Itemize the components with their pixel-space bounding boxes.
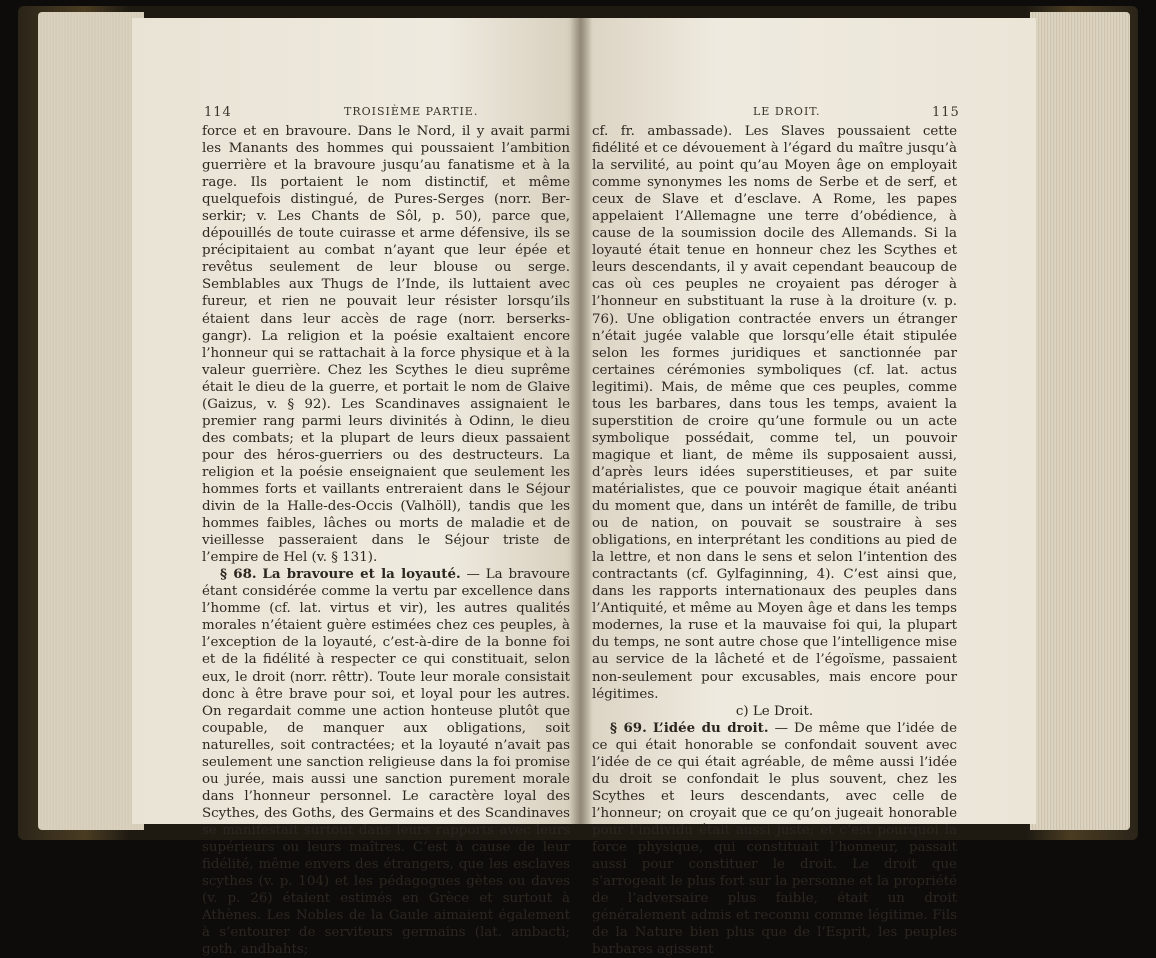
left-running-title: TROISIÈME PARTIE.: [344, 105, 479, 118]
left-page: [132, 18, 580, 958]
right-page-number: 115: [932, 105, 960, 120]
subsection-heading: c) Le Droit.: [735, 703, 814, 719]
page-edges-left: [38, 12, 144, 830]
left-paragraph-1: force et en bravoure. Dans le Nord, il y avait parmi les Manants des hommes qui poussaient l’ambition guerrière et la bravoure jusqu’au fanatisme et à la rage. Ils portaient le nom distinctif, et même quelquefois distingué, de Pures-Serges (norr. Ber-serkir; v. Les Chants de Sôl, p. 50), parce que, dépouillés de toute cuirasse et arme défensive, ils se précipitaient au combat n’ayant que leur épée et revêtus seulement de leur blouse ou serge. Semblables aux Thugs de l’Inde, ils luttaient avec fureur, et rien ne pouvait leur résister lorsqu’ils étaient dans leur accès de rage (norr. berserks-gangr). La religion et la poésie exaltaient encore l’honneur qui se rattachait à la force physique et à la valeur guerrière. Chez les Scythes le dieu suprême était le dieu de la guerre, et portait le nom de Glaive (Gaizus, v. § 92). Les Scandinaves assignaient le premier rang parmi leurs divinités à Odinn, le dieu des combats; et la plupart de leurs dieux passaient pour des héros-guerriers ou des destructeurs. La religion et la poésie enseignaient que seulement les hommes forts et vaillants entreraient dans le Séjour divin de la Halle-des-Occis (Valhöll), tandis que les hommes faibles, lâches ou morts de maladie et de vieillesse passeraient dans le Séjour triste de l’empire de Hel (v. § 131).: [202, 124, 570, 566]
page-edges-right: [1030, 12, 1130, 830]
section-69-title: L’idée du droit.: [652, 719, 769, 736]
section-68-number: § 68.: [220, 566, 257, 583]
section-68: [202, 566, 570, 958]
right-paragraph-1: cf. fr. ambassade). Les Slaves poussaient cette fidélité et ce dévouement à l’égard du maître jusqu’à la servilité, au point qu’au Moyen âge on employait comme synonymes les noms de Serbe et de serf, et ceux de Slave et d’esclave. A Rome, les papes appelaient l’Allemagne une terre d’obédience, à cause de la soumission docile des Allemands. Si la loyauté était tenue en honneur chez les Scythes et leurs descendants, il y avait cependant beaucoup de cas où ces peuples ne croyaient pas déroger à l’honneur en substituant la ruse à la droiture (v. p. 76). Une obligation contractée envers un étranger n’était jugée valable que lorsqu’elle était stipulée selon les formes juridiques et sanctionnée par certaines cérémonies symboliques (cf. lat. actus legitimi). Mais, de même que ces peuples, comme tous les barbares, dans tous les temps, avaient la superstition de croire qu’une formule ou un acte symbolique possédait, comme tel, un pouvoir magique et liant, de même ils supposaient aussi, d’après leurs idées superstitieuses, et par suite matérialistes, que ce pouvoir magique était anéanti du moment que, dans un intérêt de famille, de tribu ou de nation, on pouvait se soustraire à ses obligations, en interprétant les conditions au pied de la lettre, et non dans le sens et selon l’intention des contractants (cf. Gylfaginning, 4). C’est ainsi que, dans les rapports internationaux des peuples dans l’Antiquité, et même au Moyen âge et dans les temps modernes, la ruse et la mauvaise foi qui, la plupart du temps, ne sont autre chose que l’intelligence mise au service de la lâcheté et de l’égoïsme, passaient non-seulement pour excusables, mais encore pour légitimes.: [592, 124, 957, 702]
right-running-title: LE DROIT.: [753, 105, 821, 118]
section-69-body: — De même que l’idée de ce qui était honorable se confondait souvent avec l’idée de ce qui était agréable, de même aussi l’idée du droit se confondait le plus souvent, chez les Scythes et leurs descendants, avec celle de l’honneur; on croyait que ce qu’on jugeait honorable pour l’individu était aussi juste; et c’est pourquoi la force physique, qui constituait l’honneur, passait aussi pour constituer le droit. Le droit que s’arrogeait le plus fort sur la personne et la propriété de l’adversaire plus faible, était un droit généralement admis et reconnu comme légitime. Fils de la Nature bien plus que de l’Esprit, les peuples barbares agissent: [592, 720, 958, 958]
right-page-text: [592, 123, 957, 958]
section-68-body: — La bravoure étant considérée comme la vertu par excellence dans l’homme (cf. lat. virtus et vir), les autres qualités morales n’étaient guère estimées chez ces peuples, à l’exception de la loyauté, c’est-à-dire de la bonne foi et de la fidélité à respecter ce qui constituait, selon eux, le droit (norr. rêttr). Toute leur morale consistait donc à être brave pour soi, et loyal pour les autres. On regardait comme une action honteuse plutôt que coupable, de manquer aux obligations, soit naturelles, soit contractées; et la loyauté n’avait pas seulement une sanction religieuse dans la foi promise ou jurée, mais aussi une sanction purement morale dans l’honneur personnel. Le caractère loyal des Scythes, des Goths, des Germains et des Scandinaves se manifestait surtout dans leurs rapports avec leurs supérieurs ou leurs maîtres. C’est à cause de leur fidélité, même envers des étrangers, que les esclaves scythes (v. p. 104) et les pédagogues gètes ou daves (v. p. 26) étaient estimés en Grèce et surtout à Athènes. Les Nobles de la Gaule aimaient également à s’entourer de serviteurs germains (lat. ambacti; goth. andbahts;: [202, 567, 570, 958]
section-69-number: § 69.: [610, 719, 647, 736]
book-gutter: [570, 18, 592, 824]
section-69: [592, 720, 957, 958]
left-page-number: 114: [204, 105, 232, 120]
left-page-text: [202, 123, 570, 958]
section-68-title: La bravoure et la loyauté.: [262, 566, 461, 583]
right-page: [580, 18, 1036, 958]
